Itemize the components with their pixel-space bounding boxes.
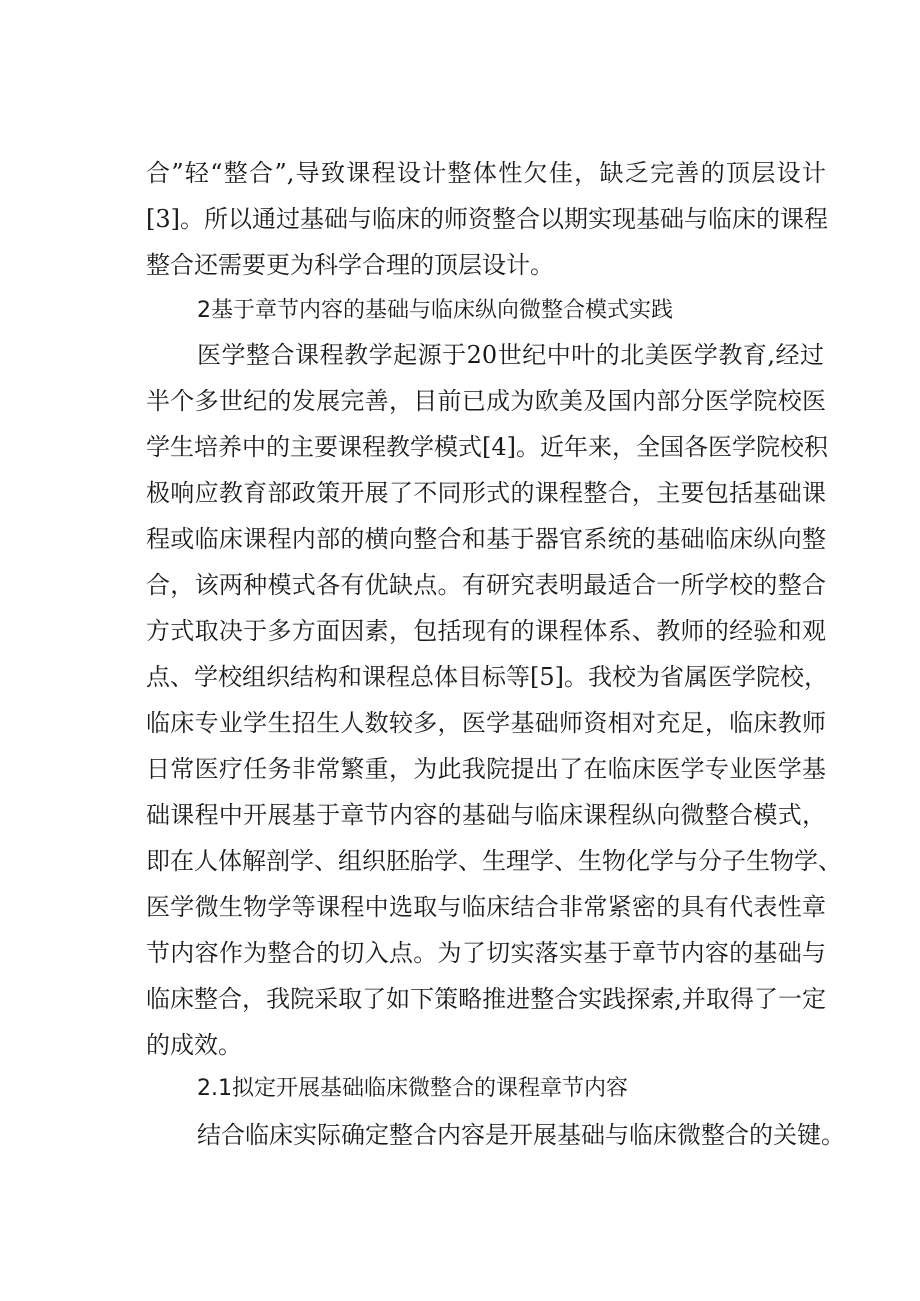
section-2-1-heading: 2.1拟定开展基础临床微整合的课程章节内容 [197, 1076, 628, 1101]
section-2-heading: 2基于章节内容的基础与临床纵向微整合模式实践 [197, 298, 673, 323]
paragraph-2-line-12: 即在人体解剖学、组织胚胎学、生理学、生物化学与分子生物学、 [146, 847, 842, 875]
paragraph-2-line-15: 临床整合，我院采取了如下策略推进整合实践探索,并取得了一定 [146, 985, 826, 1013]
paragraph-2-line-14: 节内容作为整合的切入点。为了切实落实基于章节内容的基础与 [146, 939, 826, 967]
paragraph-2-line-4: 极响应教育部政策开展了不同形式的课程整合，主要包括基础课 [146, 479, 826, 507]
paragraph-3-line-1: 结合临床实际确定整合内容是开展基础与临床微整合的关键。 [197, 1121, 845, 1149]
paragraph-2-line-5: 程或临床课程内部的横向整合和基于器官系统的基础临床纵向整 [146, 525, 826, 553]
paragraph-2-line-8: 点、学校组织结构和课程总体目标等[5]。我校为省属医学院校， [146, 663, 828, 691]
paragraph-2-line-7: 方式取决于多方面因素，包括现有的课程体系、教师的经验和观 [146, 617, 826, 645]
paragraph-2-line-16: 的成效。 [146, 1031, 242, 1059]
paragraph-2-line-6: 合，该两种模式各有优缺点。有研究表明最适合一所学校的整合 [146, 571, 826, 599]
paragraph-1-line-2: [3]。所以通过基础与临床的师资整合以期实现基础与临床的课程 [146, 205, 828, 233]
paragraph-1-line-1: 合”轻“整合”,导致课程设计整体性欠佳，缺乏完善的顶层设计 [146, 159, 826, 187]
paragraph-2-line-9: 临床专业学生招生人数较多，医学基础师资相对充足，临床教师 [146, 709, 826, 737]
paragraph-2-line-11: 础课程中开展基于章节内容的基础与临床课程纵向微整合模式， [146, 801, 826, 829]
paragraph-2-line-3: 学生培养中的主要课程教学模式[4]。近年来，全国各医学院校积 [146, 433, 828, 461]
paragraph-1-line-3: 整合还需要更为科学合理的顶层设计。 [146, 251, 554, 279]
paragraph-2-line-1: 医学整合课程教学起源于20世纪中叶的北美医学教育,经过 [197, 341, 824, 369]
paragraph-2-line-13: 医学微生物学等课程中选取与临床结合非常紧密的具有代表性章 [146, 893, 826, 921]
paragraph-2-line-10: 日常医疗任务非常繁重，为此我院提出了在临床医学专业医学基 [146, 755, 826, 783]
paragraph-2-line-2: 半个多世纪的发展完善，目前已成为欧美及国内部分医学院校医 [146, 387, 826, 415]
